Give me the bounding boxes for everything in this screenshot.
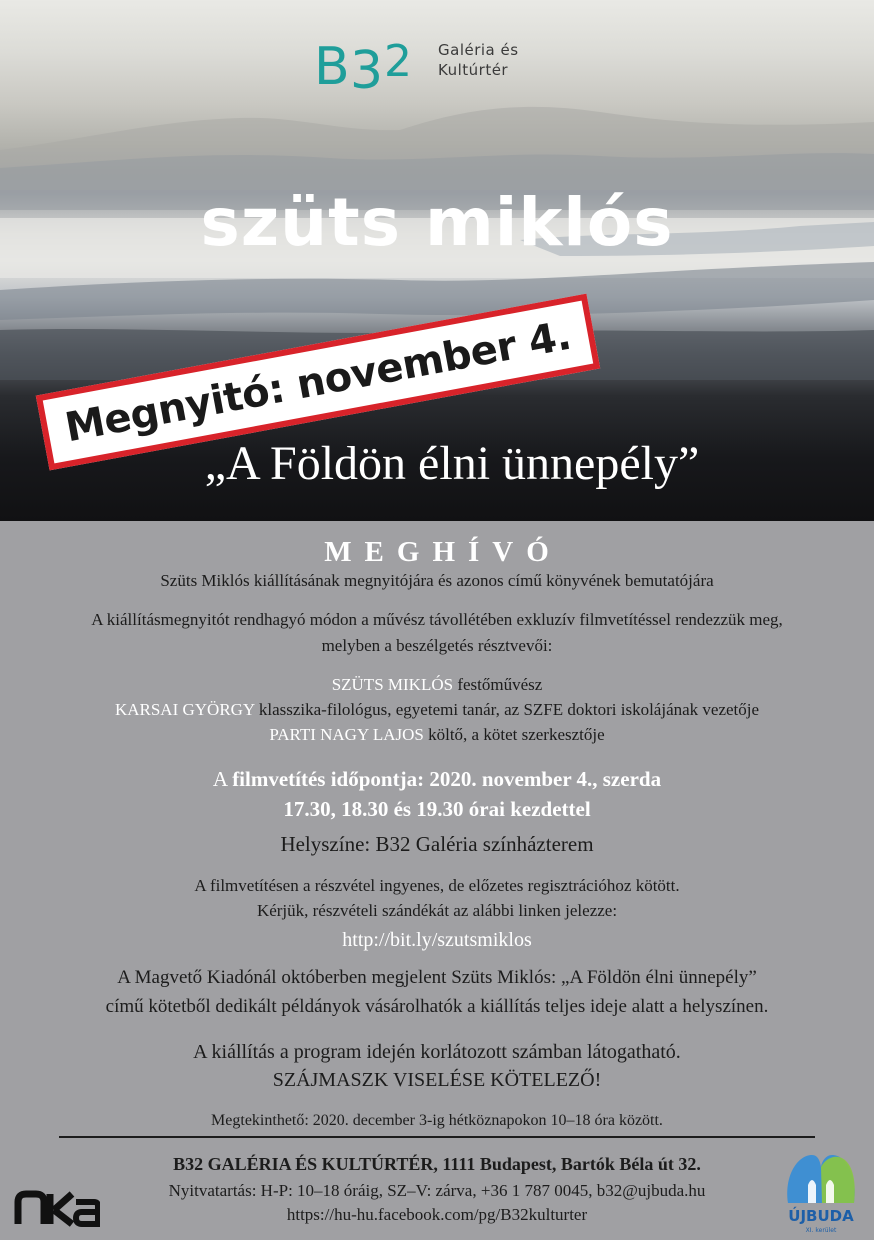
book-title: „A Földön élni ünnepély” bbox=[204, 437, 700, 490]
ujbuda-emblem-icon bbox=[782, 1145, 860, 1235]
magveto-line-1: A Magvető Kiadónál októberben megjelent Szüts Miklós: „A Földön élni ünnepély” bbox=[117, 967, 757, 988]
footer-hours: Nyitvatartás: H-P: 10–18 óráig, SZ–V: zárva, +36 1 787 0045, b32@ujbuda.hu bbox=[168, 1181, 706, 1200]
participant-name: PARTI NAGY LAJOS bbox=[269, 725, 424, 744]
b32-logo-mark-icon bbox=[314, 26, 426, 102]
visit-limit-notice: A kiállítás a program idején korlátozott számban látogatható. bbox=[193, 1041, 681, 1063]
venue: Helyszíne: B32 Galéria színházterem bbox=[280, 832, 594, 856]
intro-line-2: melyben a beszélgetés résztvevői: bbox=[321, 636, 553, 655]
registration-line-1: A filmvetítésen a részvétel ingyenes, de előzetes regisztrációhoz kötött. bbox=[194, 876, 680, 895]
invitation-subtitle: Szüts Miklós kiállításának megnyitójára és azonos című könyvének bemutatójára bbox=[160, 571, 714, 590]
footer-facebook-link[interactable]: https://hu-hu.facebook.com/pg/B32kulturter bbox=[286, 1205, 588, 1224]
registration-link[interactable]: http://bit.ly/szutsmiklos bbox=[342, 929, 532, 951]
artist-name: szüts miklós bbox=[200, 184, 674, 261]
ujbuda-logo[interactable] bbox=[782, 1145, 860, 1235]
participant-row bbox=[0, 724, 874, 746]
participant-name: SZÜTS MIKLÓS bbox=[331, 675, 454, 694]
footer-address: B32 GALÉRIA ÉS KULTÚRTÉR, 1111 Budapest, Bartók Béla út 32. bbox=[173, 1154, 701, 1174]
screening-date bbox=[0, 765, 874, 793]
hero-painting bbox=[0, 0, 874, 521]
screening-date-bold: filmvetítés időpontja: 2020. november 4., szerda bbox=[232, 767, 662, 791]
footer-divider bbox=[59, 1136, 815, 1138]
invitation-body bbox=[0, 521, 874, 1240]
intro-line-1: A kiállításmegnyitót rendhagyó módon a művész távollétében exkluzív filmvetítéssel rendezzük meg, bbox=[91, 610, 783, 629]
participant-role: klasszika-filológus, egyetemi tanár, az SZFE doktori iskolájának vezetője bbox=[254, 700, 760, 719]
invitation-heading: MEGHÍVÓ bbox=[324, 536, 562, 568]
opening-date-text: Megnyitó: november 4. bbox=[61, 312, 575, 452]
viewing-period: Megtekinthető: 2020. december 3-ig hétköznapokon 10–18 óra között. bbox=[211, 1112, 663, 1129]
svg-text:2: 2 bbox=[384, 36, 412, 87]
participant-row bbox=[0, 699, 874, 721]
participant-row bbox=[0, 674, 874, 696]
logo-line-1: Galéria és bbox=[438, 41, 519, 59]
ujbuda-logo-text: ÚJBUDA bbox=[788, 1207, 854, 1225]
svg-text:3: 3 bbox=[350, 41, 384, 101]
participant-role: költő, a kötet szerkesztője bbox=[423, 725, 605, 744]
ujbuda-logo-subtext: XI. kerület bbox=[805, 1227, 837, 1234]
participant-name: KARSAI GYÖRGY bbox=[114, 700, 255, 719]
participant-role: festőművész bbox=[453, 675, 543, 694]
logo-line-2: Kultúrtér bbox=[438, 61, 509, 79]
registration-line-2: Kérjük, részvételi szándékát az alábbi linken jelezze: bbox=[256, 901, 618, 920]
mask-required-notice: SZÁJMASZK VISELÉSE KÖTELEZŐ! bbox=[272, 1069, 602, 1091]
screening-prefix: A bbox=[212, 767, 233, 791]
nka-logo-icon[interactable] bbox=[14, 1188, 100, 1228]
screening-times: 17.30, 18.30 és 19.30 órai kezdettel bbox=[283, 797, 591, 821]
logo-caption bbox=[438, 40, 519, 80]
svg-text:B: B bbox=[314, 37, 350, 97]
b32-logo[interactable] bbox=[314, 26, 554, 102]
magveto-line-2: című kötetből dedikált példányok vásárolhatók a kiállítás teljes ideje alatt a helyszínen. bbox=[105, 996, 769, 1017]
